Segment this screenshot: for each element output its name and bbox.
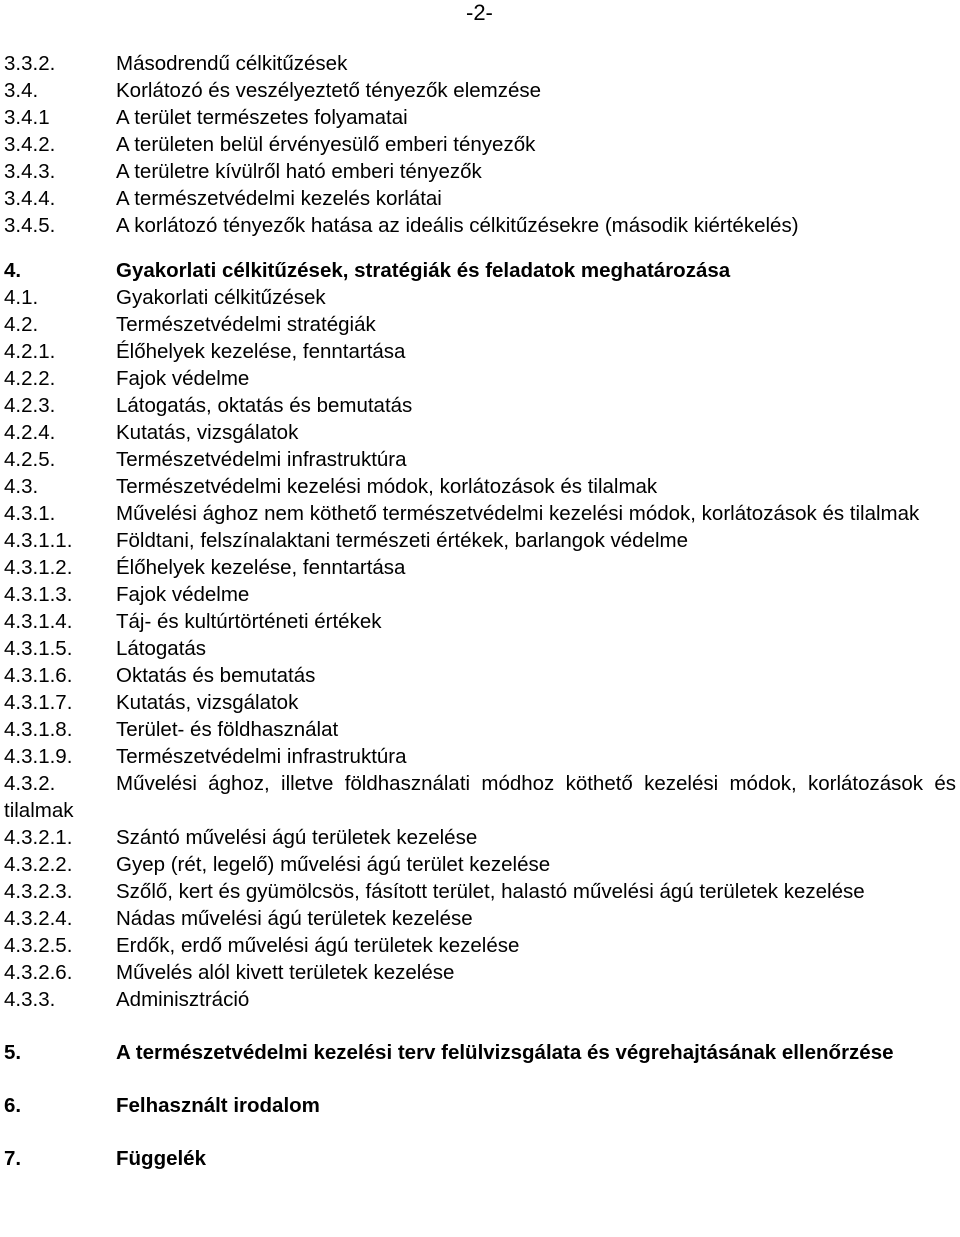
toc-number: 4.2.3. bbox=[4, 394, 56, 417]
toc-entry bbox=[4, 716, 956, 743]
toc-number: 4.3.1.6. bbox=[4, 664, 73, 687]
toc-chapter bbox=[4, 257, 956, 284]
toc-title: Természetvédelmi kezelési módok, korlátozások és tilalmak bbox=[116, 475, 658, 498]
toc-entry bbox=[4, 419, 956, 446]
toc-number: 4.3.3. bbox=[4, 988, 56, 1011]
toc-number: 4.3.2.4. bbox=[4, 907, 73, 930]
toc-number: 4.3.1.5. bbox=[4, 637, 73, 660]
toc-title: Kutatás, vizsgálatok bbox=[116, 691, 299, 714]
toc-title: Látogatás bbox=[116, 637, 207, 660]
toc-number: 4.2. bbox=[4, 313, 39, 336]
toc-title: Korlátozó és veszélyeztető tényezők elemzése bbox=[116, 79, 542, 102]
toc-title: Kutatás, vizsgálatok bbox=[116, 421, 299, 444]
toc-entry bbox=[4, 104, 956, 131]
toc-title: Földtani, felszínalaktani természeti értékek, barlangok védelme bbox=[116, 529, 689, 552]
toc-entry bbox=[4, 662, 956, 689]
toc-number: 3.4.5. bbox=[4, 214, 56, 237]
toc-title: Gyakorlati célkitűzések bbox=[116, 286, 326, 309]
toc-title: Gyep (rét, legelő) művelési ágú terület kezelése bbox=[116, 853, 551, 876]
toc-title: Oktatás és bemutatás bbox=[116, 664, 316, 687]
toc-title: Gyakorlati célkitűzések, stratégiák és feladatok meghatározása bbox=[116, 259, 731, 282]
toc-entry bbox=[4, 608, 956, 635]
toc-entry bbox=[4, 824, 956, 851]
toc-number: 3.4.4. bbox=[4, 187, 56, 210]
toc-title: Erdők, erdő művelési ágú területek kezelése bbox=[116, 934, 520, 957]
toc-title: Felhasznált irodalom bbox=[116, 1094, 320, 1117]
toc-title: Élőhelyek kezelése, fenntartása bbox=[116, 556, 406, 579]
toc-entry bbox=[4, 446, 956, 473]
toc-title: Művelés alól kivett területek kezelése bbox=[116, 961, 455, 984]
toc-number: 3.4.3. bbox=[4, 160, 56, 183]
toc-number: 4.3.2.1. bbox=[4, 826, 73, 849]
toc-entry bbox=[4, 581, 956, 608]
toc-number: 4.3.2.2. bbox=[4, 853, 73, 876]
toc-number: 4.3.2.6. bbox=[4, 961, 73, 984]
toc-number: 4.3.1.8. bbox=[4, 718, 73, 741]
toc-entry bbox=[4, 131, 956, 158]
toc-chapter bbox=[4, 1092, 956, 1119]
toc-title: Természetvédelmi infrastruktúra bbox=[116, 745, 407, 768]
toc-entry bbox=[4, 689, 956, 716]
toc-title: A terület természetes folyamatai bbox=[116, 106, 408, 129]
toc-title: Látogatás, oktatás és bemutatás bbox=[116, 394, 413, 417]
toc-entry bbox=[4, 311, 956, 338]
toc-title: Fajok védelme bbox=[116, 367, 250, 390]
toc-entry bbox=[4, 212, 956, 239]
toc-number: 4.3.1.3. bbox=[4, 583, 73, 606]
toc-title: Szőlő, kert és gyümölcsös, fásított terület, halastó művelési ágú területek kezelése bbox=[116, 880, 865, 903]
toc-number: 4.2.2. bbox=[4, 367, 56, 390]
toc-number: 4.3.1. bbox=[4, 502, 56, 525]
toc-entry bbox=[4, 158, 956, 185]
toc-title: Szántó művelési ágú területek kezelése bbox=[116, 826, 478, 849]
toc-entry bbox=[4, 905, 956, 932]
toc-title: Táj- és kultúrtörténeti értékek bbox=[116, 610, 382, 633]
toc-entry bbox=[4, 284, 956, 311]
toc-entry bbox=[4, 77, 956, 104]
toc-entry bbox=[4, 554, 956, 581]
toc-entry bbox=[4, 959, 956, 986]
toc-entry bbox=[4, 392, 956, 419]
toc-title: Művelési ághoz, illetve földhasználati módhoz köthető kezelési módok, korlátozások és tilalmak bbox=[4, 772, 956, 822]
toc-number: 7. bbox=[4, 1147, 22, 1170]
toc-number: 4. bbox=[4, 259, 22, 282]
toc-number: 4.3.1.4. bbox=[4, 610, 73, 633]
toc-entry bbox=[4, 770, 956, 824]
toc-number: 4.3. bbox=[4, 475, 39, 498]
toc-number: 4.3.1.1. bbox=[4, 529, 73, 552]
toc-number: 6. bbox=[4, 1094, 22, 1117]
toc-entry bbox=[4, 527, 956, 554]
toc-entry bbox=[4, 500, 956, 527]
toc-entry bbox=[4, 185, 956, 212]
toc-number: 4.2.4. bbox=[4, 421, 56, 444]
toc-entry bbox=[4, 365, 956, 392]
table-of-contents bbox=[4, 50, 956, 1172]
toc-number: 5. bbox=[4, 1041, 22, 1064]
toc-entry bbox=[4, 50, 956, 77]
toc-title: A természetvédelmi kezelési terv felülvizsgálata és végrehajtásának ellenőrzése bbox=[116, 1041, 894, 1064]
toc-title: Természetvédelmi stratégiák bbox=[116, 313, 376, 336]
toc-title: Másodrendű célkitűzések bbox=[116, 52, 348, 75]
toc-entry bbox=[4, 986, 956, 1013]
toc-entry bbox=[4, 338, 956, 365]
toc-title: Művelési ághoz nem köthető természetvédelmi kezelési módok, korlátozások és tilalmak bbox=[116, 502, 920, 525]
page-number: -2- bbox=[466, 0, 493, 25]
toc-title: A korlátozó tényezők hatása az ideális célkitűzésekre (második kiértékelés) bbox=[116, 214, 799, 237]
toc-title: A területen belül érvényesülő emberi tényezők bbox=[116, 133, 536, 156]
toc-number: 4.2.5. bbox=[4, 448, 56, 471]
toc-number: 4.2.1. bbox=[4, 340, 56, 363]
toc-number: 4.1. bbox=[4, 286, 39, 309]
toc-entry bbox=[4, 635, 956, 662]
toc-chapter bbox=[4, 1039, 956, 1066]
toc-title: Függelék bbox=[116, 1147, 206, 1170]
toc-number: 3.3.2. bbox=[4, 52, 56, 75]
toc-number: 4.3.2.3. bbox=[4, 880, 73, 903]
toc-title: Élőhelyek kezelése, fenntartása bbox=[116, 340, 406, 363]
toc-title: Adminisztráció bbox=[116, 988, 250, 1011]
toc-number: 4.3.1.7. bbox=[4, 691, 73, 714]
toc-number: 3.4. bbox=[4, 79, 39, 102]
toc-title: A természetvédelmi kezelés korlátai bbox=[116, 187, 442, 210]
toc-title: Fajok védelme bbox=[116, 583, 250, 606]
toc-title: Nádas művelési ágú területek kezelése bbox=[116, 907, 473, 930]
toc-entry bbox=[4, 878, 956, 905]
toc-number: 4.3.2. bbox=[4, 772, 56, 795]
toc-entry bbox=[4, 932, 956, 959]
toc-entry bbox=[4, 473, 956, 500]
toc-entry bbox=[4, 851, 956, 878]
toc-number: 4.3.2.5. bbox=[4, 934, 73, 957]
toc-number: 3.4.2. bbox=[4, 133, 56, 156]
toc-chapter bbox=[4, 1145, 956, 1172]
toc-title: A területre kívülről ható emberi tényezők bbox=[116, 160, 482, 183]
toc-number: 3.4.1 bbox=[4, 106, 50, 129]
toc-number: 4.3.1.2. bbox=[4, 556, 73, 579]
toc-title: Természetvédelmi infrastruktúra bbox=[116, 448, 407, 471]
toc-title: Terület- és földhasználat bbox=[116, 718, 339, 741]
toc-number: 4.3.1.9. bbox=[4, 745, 73, 768]
toc-entry bbox=[4, 743, 956, 770]
